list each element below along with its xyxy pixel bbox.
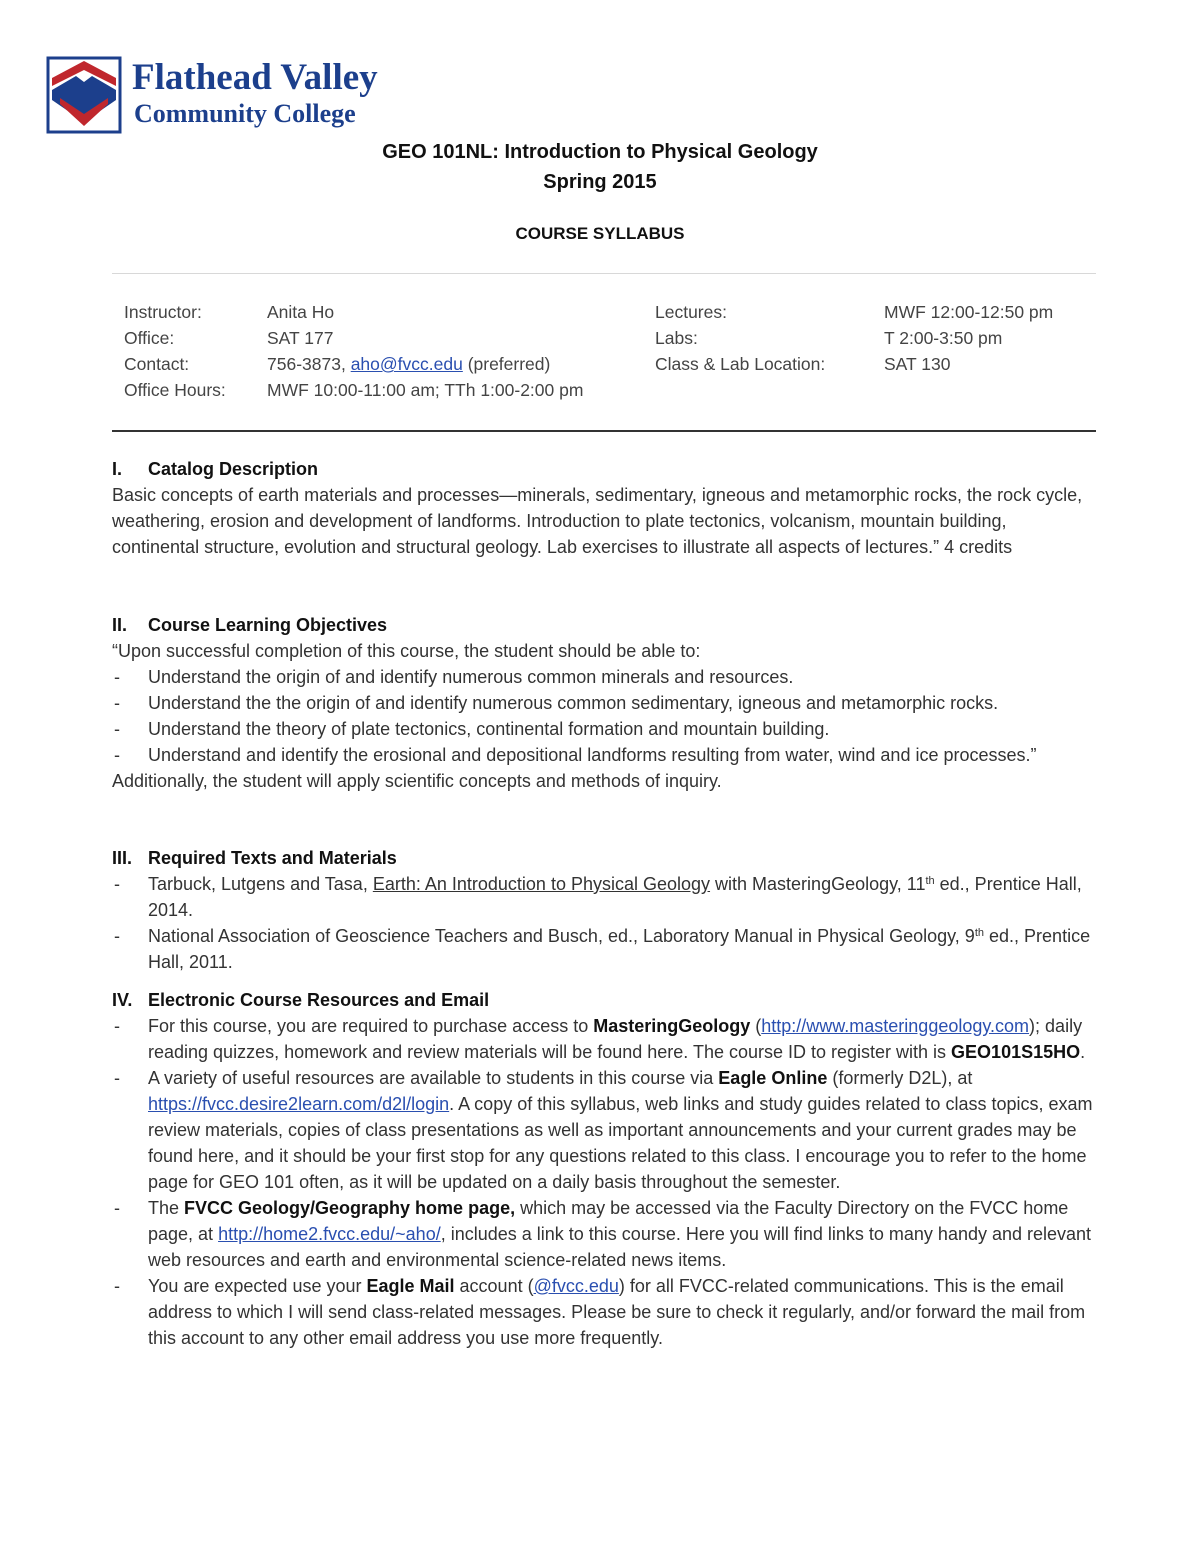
text-item-publisher: ed., Prentice Hall, 2014.	[148, 874, 1082, 920]
section-electronic-resources	[112, 987, 1096, 1351]
resource-item-eagle-mail	[112, 1273, 1096, 1351]
logo-line2: Community College	[134, 99, 356, 128]
section-heading	[112, 845, 1096, 871]
info-values-right	[884, 299, 1053, 377]
section-title: Course Learning Objectives	[148, 615, 388, 635]
info-labels-left	[124, 299, 226, 403]
location-label: Class & Lab Location:	[655, 354, 826, 374]
resource-bold: Eagle Mail	[366, 1276, 455, 1296]
office-hours-label: Office Hours:	[124, 380, 226, 400]
section-number: II.	[112, 615, 128, 635]
contact-email-link[interactable]: aho@fvcc.edu	[350, 354, 463, 374]
objectives-intro: “Upon successful completion of this course, the student should be able to:	[112, 641, 701, 661]
info-divider	[112, 430, 1096, 432]
office-hours-value: MWF 10:00-11:00 am; TTh 1:00-2:00 pm	[267, 380, 584, 400]
info-values-left	[267, 299, 583, 403]
objectives-list	[112, 664, 1096, 768]
course-term: Spring 2015	[543, 171, 657, 193]
section-learning-objectives	[112, 612, 1096, 794]
resource-text: , includes a link to this course. Here you will find links to many handy and relevant web resources and earth and environmental science-related news items.	[148, 1224, 1092, 1270]
eagle-online-link[interactable]: https://fvcc.desire2learn.com/d2l/login	[148, 1094, 450, 1114]
instructor-label: Instructor:	[124, 302, 202, 322]
resources-list	[112, 1013, 1096, 1351]
eagle-mail-link[interactable]: @fvcc.edu	[533, 1276, 619, 1296]
section-heading	[112, 987, 1096, 1013]
contact-value	[267, 351, 583, 377]
text-item-sup: th	[974, 927, 985, 939]
section-title: Required Texts and Materials	[148, 848, 397, 868]
text-item	[112, 871, 1096, 923]
section-heading	[112, 612, 1096, 638]
resource-item-mastering	[112, 1013, 1096, 1065]
header-divider	[112, 273, 1096, 274]
resource-text: account (	[454, 1276, 534, 1296]
resource-text: For this course, you are required to purchase access to	[148, 1016, 594, 1036]
instructor-value: Anita Ho	[267, 302, 335, 322]
resource-text: The	[148, 1198, 185, 1218]
course-title: GEO 101NL: Introduction to Physical Geology	[382, 141, 818, 163]
office-value: SAT 177	[267, 328, 334, 348]
objective-item: - Understand the the origin of and identify numerous common sedimentary, igneous and metamorphic rocks.	[112, 690, 1096, 716]
text-item-authors: Tarbuck, Lutgens and Tasa,	[148, 874, 373, 894]
resource-text: .	[1080, 1042, 1086, 1062]
catalog-description-text: Basic concepts of earth materials and processes—minerals, sedimentary, igneous and metamorphic rocks, the rock cycle, weathering, erosion and development of landforms. Introduction to plate tectonics, volcanism, mountain building, continental structure, evolution and structural geology. Lab exercises to illustrate all aspects of lectures.” 4 credits	[112, 485, 1083, 557]
section-heading	[112, 456, 1096, 482]
resource-bold: Eagle Online	[718, 1068, 828, 1088]
texts-list	[112, 871, 1096, 975]
resource-text: ) for all FVCC-related communications. This is the email address to which I will send class-related messages. Please be sure to check it regularly, and/or forward the mail from this account to any other email address you use more frequently.	[148, 1276, 1086, 1348]
labs-value: T 2:00-3:50 pm	[884, 328, 1003, 348]
college-logo	[46, 56, 426, 136]
text-item-publisher: ed., Prentice Hall, 2011.	[148, 926, 1091, 972]
lectures-label: Lectures:	[655, 302, 727, 322]
section-number: I.	[112, 459, 123, 479]
section-number: IV.	[112, 990, 133, 1010]
contact-label: Contact:	[124, 354, 190, 374]
section-required-texts	[112, 845, 1096, 975]
section-catalog-description	[112, 456, 1096, 560]
lectures-value: MWF 12:00-12:50 pm	[884, 302, 1054, 322]
resource-bold: FVCC Geology/Geography home page,	[184, 1198, 516, 1218]
text-item	[112, 923, 1096, 975]
resource-item-eagle-online	[112, 1065, 1096, 1195]
document-type: COURSE SYLLABUS	[515, 224, 685, 243]
contact-note: (preferred)	[462, 354, 551, 374]
resource-text: You are expected use your	[148, 1276, 367, 1296]
objective-item: - Understand and identify the erosional and depositional landforms resulting from water, wind and ice processes.”	[112, 742, 1096, 768]
resource-text: which may be accessed via the Faculty Directory on the FVCC home page, at	[148, 1198, 1069, 1244]
objective-item: - Understand the theory of plate tectonics, continental formation and mountain building.	[112, 716, 1096, 742]
resource-text: A variety of useful resources are available to students in this course via	[148, 1068, 719, 1088]
homepage-link[interactable]: http://home2.fvcc.edu/~aho/	[218, 1224, 441, 1244]
resource-text: (	[750, 1016, 762, 1036]
location-value: SAT 130	[884, 354, 951, 374]
logo-line1: Flathead Valley	[132, 57, 378, 98]
text-item-sup: th	[925, 875, 935, 887]
contact-phone: 756-3873,	[267, 354, 351, 374]
office-label: Office:	[124, 328, 175, 348]
college-logo-graphic	[46, 56, 426, 136]
resource-item-homepage	[112, 1195, 1096, 1273]
resource-bold: MasteringGeology	[593, 1016, 751, 1036]
section-title: Catalog Description	[148, 459, 319, 479]
info-labels-right	[655, 299, 825, 377]
course-id: GEO101S15HO	[951, 1042, 1081, 1062]
objective-item: - Understand the origin of and identify numerous common minerals and resources.	[112, 664, 1096, 690]
resource-text: (formerly D2L), at	[827, 1068, 973, 1088]
labs-label: Labs:	[655, 328, 698, 348]
text-item-book-title: Earth: An Introduction to Physical Geology	[372, 874, 711, 894]
section-title: Electronic Course Resources and Email	[148, 990, 490, 1010]
objectives-outro: Additionally, the student will apply scientific concepts and methods of inquiry.	[112, 771, 722, 791]
resource-text: ); daily reading quizzes, homework and review materials will be found here. The course ID to register with is	[148, 1016, 1083, 1062]
mastering-geology-link[interactable]: http://www.masteringgeology.com	[761, 1016, 1030, 1036]
section-number: III.	[112, 848, 133, 868]
text-item-edition: with MasteringGeology, 11	[710, 874, 926, 894]
resource-text: . A copy of this syllabus, web links and study guides related to class topics, exam review materials, copies of class presentations as well as important announcements and your current grades may be found here, and it should be your first stop for any questions related to this class. I encourage you to refer to the home page for GEO 101 often, as it will be updated on a daily basis throughout the semester.	[148, 1094, 1093, 1192]
text-item-authors: National Association of Geoscience Teachers and Busch, ed., Laboratory Manual in Physical Geology, 9	[148, 926, 975, 946]
